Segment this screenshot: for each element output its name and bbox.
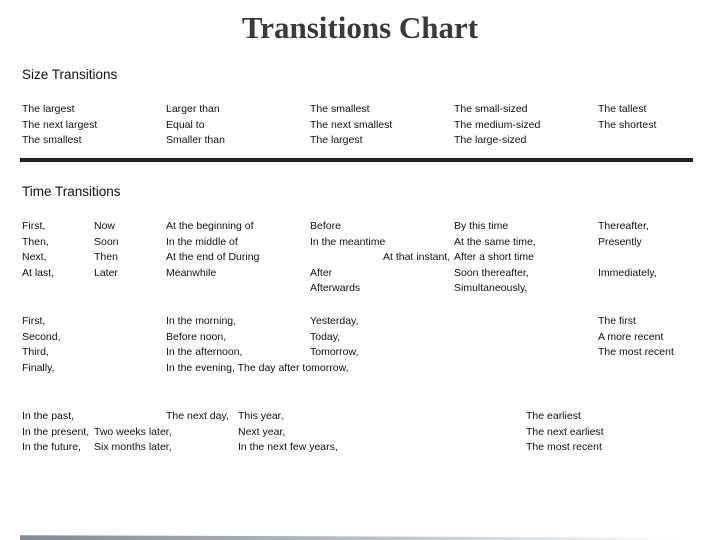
time-block1-column-4 — [310, 219, 385, 297]
time-item: Thereafter, — [598, 220, 649, 232]
time-item: Two weeks later, — [94, 425, 172, 438]
time-item: First, — [22, 315, 46, 327]
time-item: The first — [598, 315, 636, 327]
time-item: Soon thereafter, — [454, 266, 529, 279]
time-block3-column-1 — [22, 409, 89, 456]
time-next-day — [166, 409, 229, 425]
time-item: Six months later, — [94, 441, 172, 454]
time-item: At last, — [22, 266, 55, 279]
time-item — [598, 250, 657, 266]
time-block3-column-2 — [94, 409, 172, 456]
size-item: The shortest — [598, 118, 657, 131]
size-item: The large-sized — [454, 134, 527, 147]
section-divider — [20, 158, 693, 162]
time-item: At the same time, — [454, 235, 536, 248]
size-column-1 — [22, 102, 97, 149]
time-item — [310, 250, 385, 266]
time-item: Before noon, — [166, 330, 227, 343]
time-item: Presently — [598, 235, 642, 248]
time-item: Then, — [22, 235, 49, 248]
time-item: Tomorrow, — [310, 346, 359, 359]
time-item: Next, — [22, 251, 47, 264]
time-item: A more recent — [598, 330, 664, 343]
time-item: First, — [22, 220, 46, 232]
time-item: Third, — [22, 346, 49, 359]
size-item: The smallest — [310, 103, 370, 115]
size-item: The largest — [310, 134, 363, 147]
time-item: The most recent — [598, 346, 674, 359]
time-item: In the evening, The day after tomorrow, — [166, 361, 349, 374]
time-item: In the future, — [22, 441, 81, 454]
time-item: Second, — [22, 330, 61, 343]
time-item: The earliest — [526, 410, 581, 422]
time-item: The next earliest — [526, 425, 604, 438]
time-transitions-heading: Time Transitions — [22, 184, 121, 199]
size-item: The next largest — [22, 118, 98, 131]
size-item: Equal to — [166, 118, 205, 131]
time-item: In the morning, — [166, 315, 237, 327]
time-item: Simultaneously, — [454, 282, 528, 295]
time-item: At the beginning of — [166, 220, 254, 232]
time-item: In the meantime — [310, 235, 386, 248]
time-block1-column-6 — [598, 219, 657, 281]
size-item: The next smallest — [310, 118, 393, 131]
time-block2-column-6 — [598, 314, 674, 361]
size-column-4 — [454, 102, 540, 149]
size-item: Larger than — [166, 103, 220, 115]
time-block1-column-1 — [22, 219, 54, 281]
size-item: The smallest — [22, 134, 82, 147]
time-item: Now — [94, 220, 116, 232]
time-item: The most recent — [526, 441, 602, 454]
bottom-decorative-bar — [20, 532, 680, 540]
time-item: In the afternoon, — [166, 346, 243, 359]
size-item: Smaller than — [166, 134, 225, 147]
time-item: In the present, — [22, 425, 90, 438]
size-transitions-heading: Size Transitions — [22, 67, 118, 82]
size-item: The largest — [22, 103, 75, 115]
time-item: Immediately, — [598, 266, 657, 279]
time-block3-column-3 — [238, 409, 338, 456]
time-item: The next day, — [166, 410, 229, 422]
time-item: Today, — [310, 330, 341, 343]
size-column-3 — [310, 102, 392, 149]
time-item: In the middle of — [166, 235, 238, 248]
time-block1-column-5 — [454, 219, 536, 297]
time-item: Soon — [94, 235, 119, 248]
time-item: After — [310, 266, 333, 279]
time-item: Yesterday, — [310, 315, 359, 327]
time-item: Next year, — [238, 425, 286, 438]
time-item: Then — [94, 251, 118, 264]
time-item: Later — [94, 266, 118, 279]
time-item: After a short time — [454, 251, 534, 264]
size-column-2 — [166, 102, 225, 149]
time-item: Afterwards — [310, 282, 361, 295]
time-item: Finally, — [22, 361, 55, 374]
time-item: By this time — [454, 220, 509, 232]
time-item: Meanwhile — [166, 266, 217, 279]
time-at-that-instant — [383, 250, 450, 266]
page-title: Transitions Chart — [241, 10, 479, 45]
time-block3-column-4 — [526, 409, 604, 456]
time-item: At the end of During — [166, 251, 260, 264]
time-block2-column-1 — [22, 314, 61, 376]
time-block2-column-4 — [310, 314, 358, 361]
size-column-5 — [598, 102, 656, 133]
time-item: At that instant, — [383, 251, 451, 263]
time-item: In the past, — [22, 410, 74, 422]
time-item — [94, 409, 172, 425]
time-item: This year, — [238, 410, 284, 422]
size-item: The medium-sized — [454, 118, 541, 131]
time-item: Before — [310, 220, 341, 232]
time-item: In the next few years, — [238, 441, 338, 454]
size-item: The small-sized — [454, 103, 528, 115]
time-block1-column-2 — [94, 219, 119, 281]
time-block1-column-3 — [166, 219, 259, 281]
size-item: The tallest — [598, 103, 647, 115]
